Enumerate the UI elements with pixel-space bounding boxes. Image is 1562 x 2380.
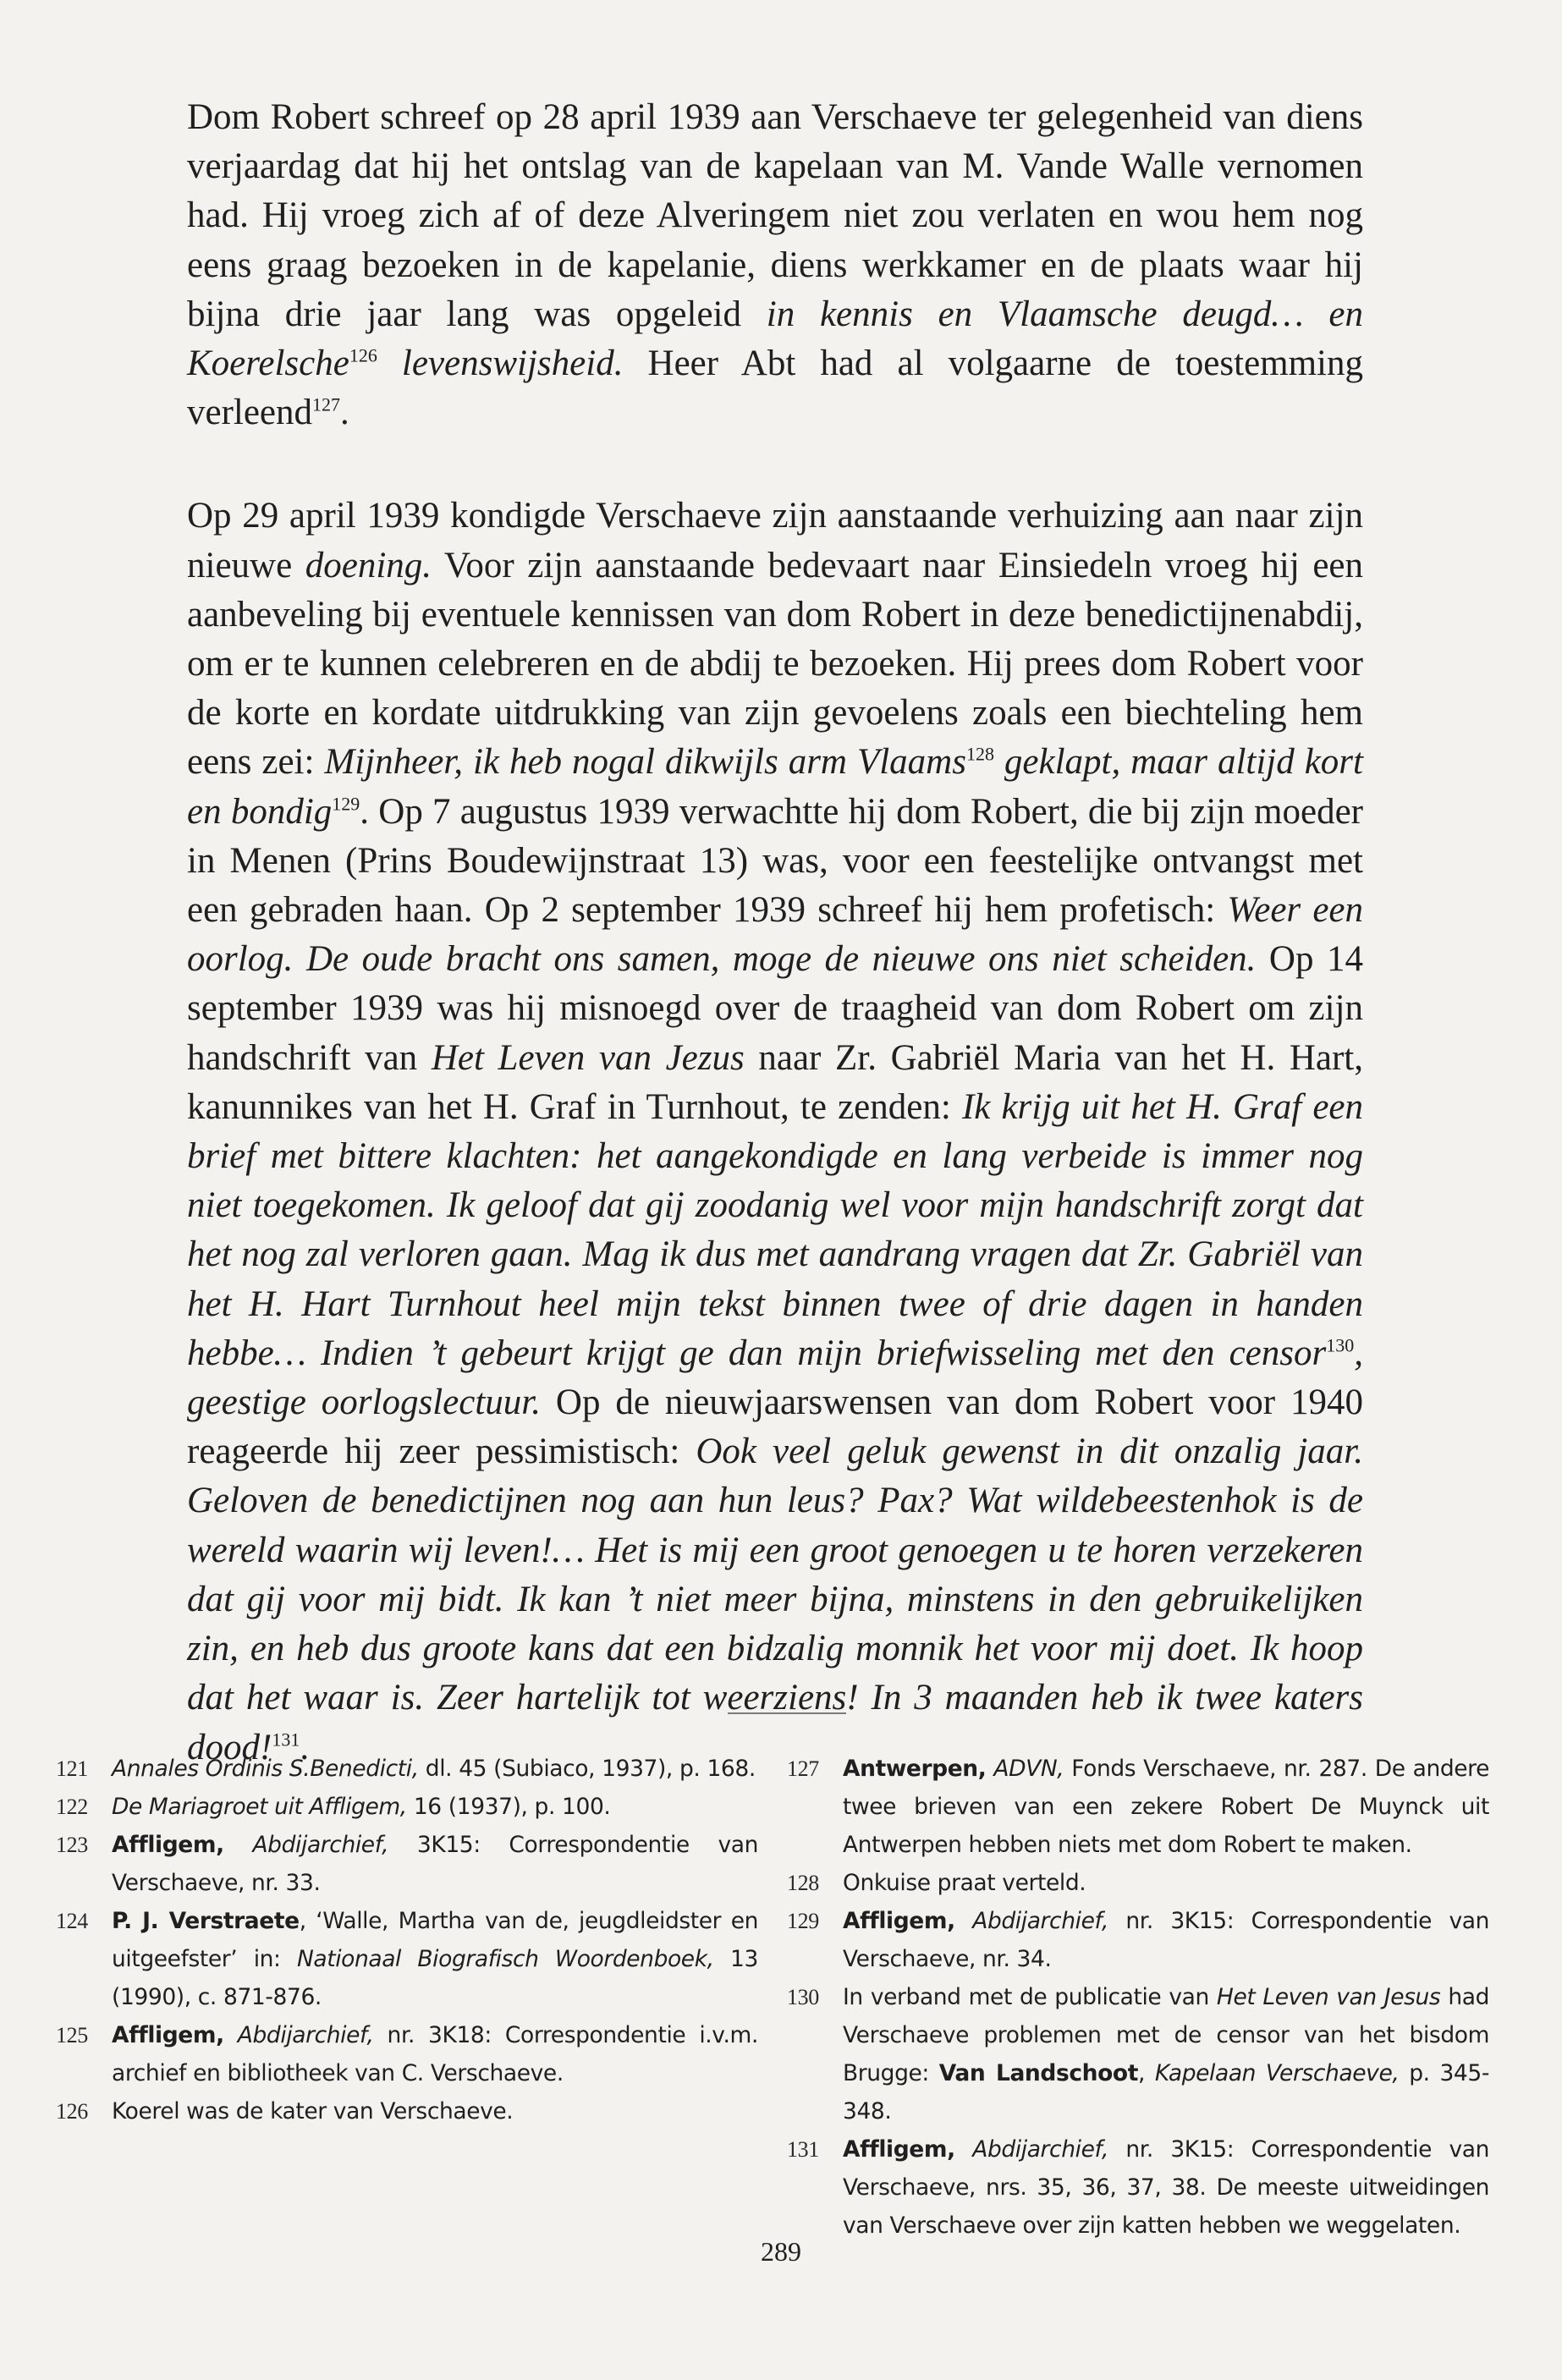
italic-text: Abdijarchief, (972, 1908, 1108, 1934)
text-run: 16 (1937), p. 100. (406, 1794, 611, 1820)
text-run: Onkuise praat verteld. (843, 1870, 1086, 1896)
bold-text: Antwerpen, (843, 1756, 987, 1782)
footnote-number: 125 (56, 2023, 88, 2047)
italic-text: levenswijsheid. (377, 344, 624, 384)
text-run: Op 14 september 1939 was hij misnoegd over de traagheid van dom Robert om zijn handschrift van (187, 939, 1363, 1078)
text-run: naar Zr. Gabriël Maria van het H. Hart, kanunnikes van het H. Graf in Turnhout, te zenden: (187, 1037, 1363, 1127)
italic-text: ADVN, (993, 1756, 1064, 1782)
footnote (787, 1864, 1489, 1902)
italic-text: Abdijarchief, (972, 2136, 1108, 2163)
italic-text: Kapelaan Verschaeve, (1154, 2060, 1400, 2086)
italic-text: Abdijarchief, (252, 1832, 389, 1858)
text-run: dl. 45 (Subiaco, 1937), p. 168. (418, 1756, 756, 1782)
italic-text: Abdijarchief, (237, 2022, 374, 2048)
paragraph (187, 93, 1363, 437)
footnotes-right-column (787, 1750, 1489, 2245)
footnote-reference: 131 (272, 1729, 300, 1751)
text-run: Op de nieuwjaarswensen van dom Robert voor 1940 reageerde hij zeer pessimistisch: (187, 1382, 1363, 1472)
footnote-number: 122 (56, 1795, 88, 1819)
body-text (187, 93, 1363, 1773)
text-run: . Op 7 augustus 1939 verwachtte hij dom Robert, die bij zijn moeder in Menen (Prins Boudewijnstraat 13) was, voor een feestelijke ontvangst met een gebraden haan. Op 2 september 1939 schreef hij hem profetisch: (187, 791, 1363, 931)
italic-text: Annales Ordinis S.Benedicti, (112, 1756, 419, 1782)
text-run: nr. 3K15: Correspondentie van Verschaeve, nrs. 35, 36, 37, 38. De meeste uitweidingen van Verschaeve over zijn katten hebben we weggelaten. (843, 2136, 1489, 2239)
text-run: 13 (1990), c. 871-876. (112, 1946, 758, 2010)
italic-text: Nationaal Biografisch Woordenboek, (296, 1946, 714, 1972)
bold-text: Affligem, (112, 2022, 224, 2048)
italic-text: Het Leven van Jesus (1216, 1984, 1441, 2010)
footnote-reference: 129 (332, 793, 360, 815)
footnote-reference: 128 (965, 744, 994, 766)
text-run: Voor zijn aanstaande bedevaart naar Einsiedeln vroeg hij een aanbeveling bij eventuele kennissen van dom Robert in deze benedictijnenabdij, om er te kunnen celebreren en de abdij te bezoeken. Hij prees dom Robert voor de korte en kordate uitdrukking van zijn gevoelens zoals een biechteling hem eens zei: (187, 545, 1364, 783)
footnote-number: 128 (787, 1871, 819, 1895)
text-run: Op 29 april 1939 kondigde Verschaeve zijn aanstaande verhuizing aan naar zijn nieuwe (187, 496, 1363, 585)
footnote-separator (728, 1712, 846, 1714)
footnote (56, 1826, 758, 1902)
italic-text: Ik krijg uit het H. Graf een brief met bittere klachten: het aangekondigde en lang verbeide is immer nog niet toegekomen. Ik geloof dat gij zoodanig wel voor mijn handschrift zorgt dat het nog zal verloren gaan. Mag ik dus met aandrang vragen dat Zr. Gabriël van het H. Hart Turnhout heel mijn tekst binnen twee of drie dagen in handen hebbe… Indien ’t gebeurt krijgt ge dan mijn briefwisseling met den censor (187, 1086, 1363, 1373)
text-run: Fonds Verschaeve, nr. 287. De andere twee brieven van een zekere Robert De Muynck uit Antwerpen hebben niets met dom Robert te maken. (843, 1756, 1489, 1858)
bold-text: Affligem, (843, 2136, 955, 2163)
footnote (56, 2016, 758, 2092)
bold-text: Van Landschoot (938, 2060, 1138, 2086)
italic-text: in kennis en Vlaamsche deugd… en Koerelsche (187, 294, 1363, 384)
text-run: nr. 3K18: Correspondentie i.v.m. archief en bibliotheek van C. Verschaeve. (112, 2022, 758, 2086)
text-run: , ‘Walle, Martha van de, jeugdleidster en uitgeefster’ in: (112, 1908, 758, 1972)
footnote (787, 2130, 1489, 2245)
text-run: . (340, 393, 349, 433)
footnote (787, 1750, 1489, 1864)
text-run: , (1138, 2060, 1155, 2086)
text-run: Koerel was de kater van Verschaeve. (112, 2098, 514, 2124)
italic-text: De Mariagroet uit Affligem, (112, 1794, 407, 1820)
bold-text: Affligem, (112, 1832, 224, 1858)
footnote (56, 1902, 758, 2016)
footnote (56, 2092, 758, 2130)
italic-text: , geestige oorlogslectuur. (187, 1333, 1363, 1423)
bold-text: P. J. Verstraete (112, 1908, 300, 1934)
footnote-number: 127 (787, 1756, 819, 1781)
footnote-reference: 130 (1326, 1334, 1355, 1356)
footnote (787, 1978, 1489, 2130)
italic-text: doening. (305, 545, 432, 585)
italic-text: Het Leven van Jezus (431, 1037, 745, 1078)
text-run: Heer Abt had al volgaarne de toestemming verleend (187, 344, 1363, 433)
footnote-number: 124 (56, 1909, 88, 1933)
footnote-number: 130 (787, 1985, 819, 2009)
text-run: Dom Robert schreef op 28 april 1939 aan Verschaeve ter gelegenheid van diens verjaardag dat hij het ontslag van de kapelaan van M. Vande Walle vernomen had. Hij vroeg zich af of deze Alveringem niet zou verlaten en wou hem nog eens graag bezoeken in de kapelanie, diens werkkamer en de plaats waar hij bijna drie jaar lang was opgeleid (187, 97, 1363, 334)
footnote-number: 131 (787, 2137, 819, 2162)
footnote (56, 1750, 758, 1788)
footnote (787, 1902, 1489, 1978)
bold-text: Affligem, (843, 1908, 955, 1934)
paragraph (187, 492, 1363, 1772)
footnote-reference: 127 (312, 393, 341, 415)
footnote-number: 121 (56, 1756, 88, 1781)
text-run: nr. 3K15: Correspondentie van Verschaeve, nr. 34. (843, 1908, 1489, 1972)
footnotes-left-column (56, 1750, 758, 2130)
footnote-number: 126 (56, 2099, 88, 2124)
italic-text: Ook veel geluk gewenst in dit onzalig jaar. Geloven de benedictijnen nog aan hun leus? Pax? Wat wildebeestenhok is de wereld waarin wij leven!… Het is mij een groot genoegen u te horen verzekeren dat gij voor mij bidt. Ik kan ’t niet meer bijna, minstens in den gebruikelijken zin, en heb dus groote kans dat een bidzalig monnik het voor mij doet. Ik hoop dat het waar is. Zeer hartelijk tot weerziens! In 3 maanden heb ik twee katers dood! (187, 1432, 1363, 1767)
text-run (955, 1908, 972, 1934)
text-run: . (300, 1727, 310, 1767)
page-number: 289 (761, 2236, 801, 2267)
text-run: had Verschaeve problemen met de censor van het bisdom Brugge: (843, 1984, 1490, 2086)
italic-text: Mijnheer, ik heb nogal dikwijls arm Vlaams (324, 742, 966, 783)
footnote-number: 123 (56, 1833, 88, 1857)
text-run (955, 2136, 972, 2163)
text-run (224, 2022, 238, 2048)
text-run: In verband met de publicatie van (843, 1984, 1217, 2010)
footnote-reference: 126 (349, 344, 377, 366)
italic-text: Weer een oorlog. De oude bracht ons samen, moge de nieuwe ons niet scheiden. (187, 890, 1363, 980)
text-run (224, 1832, 253, 1858)
footnote (56, 1788, 758, 1826)
text-run: 3K15: Correspondentie van Verschaeve, nr. 33. (112, 1832, 758, 1896)
text-run: p. 345-348. (843, 2060, 1489, 2124)
footnote-number: 129 (787, 1909, 819, 1933)
italic-text: geklapt, maar altijd kort en bondig (187, 742, 1363, 832)
